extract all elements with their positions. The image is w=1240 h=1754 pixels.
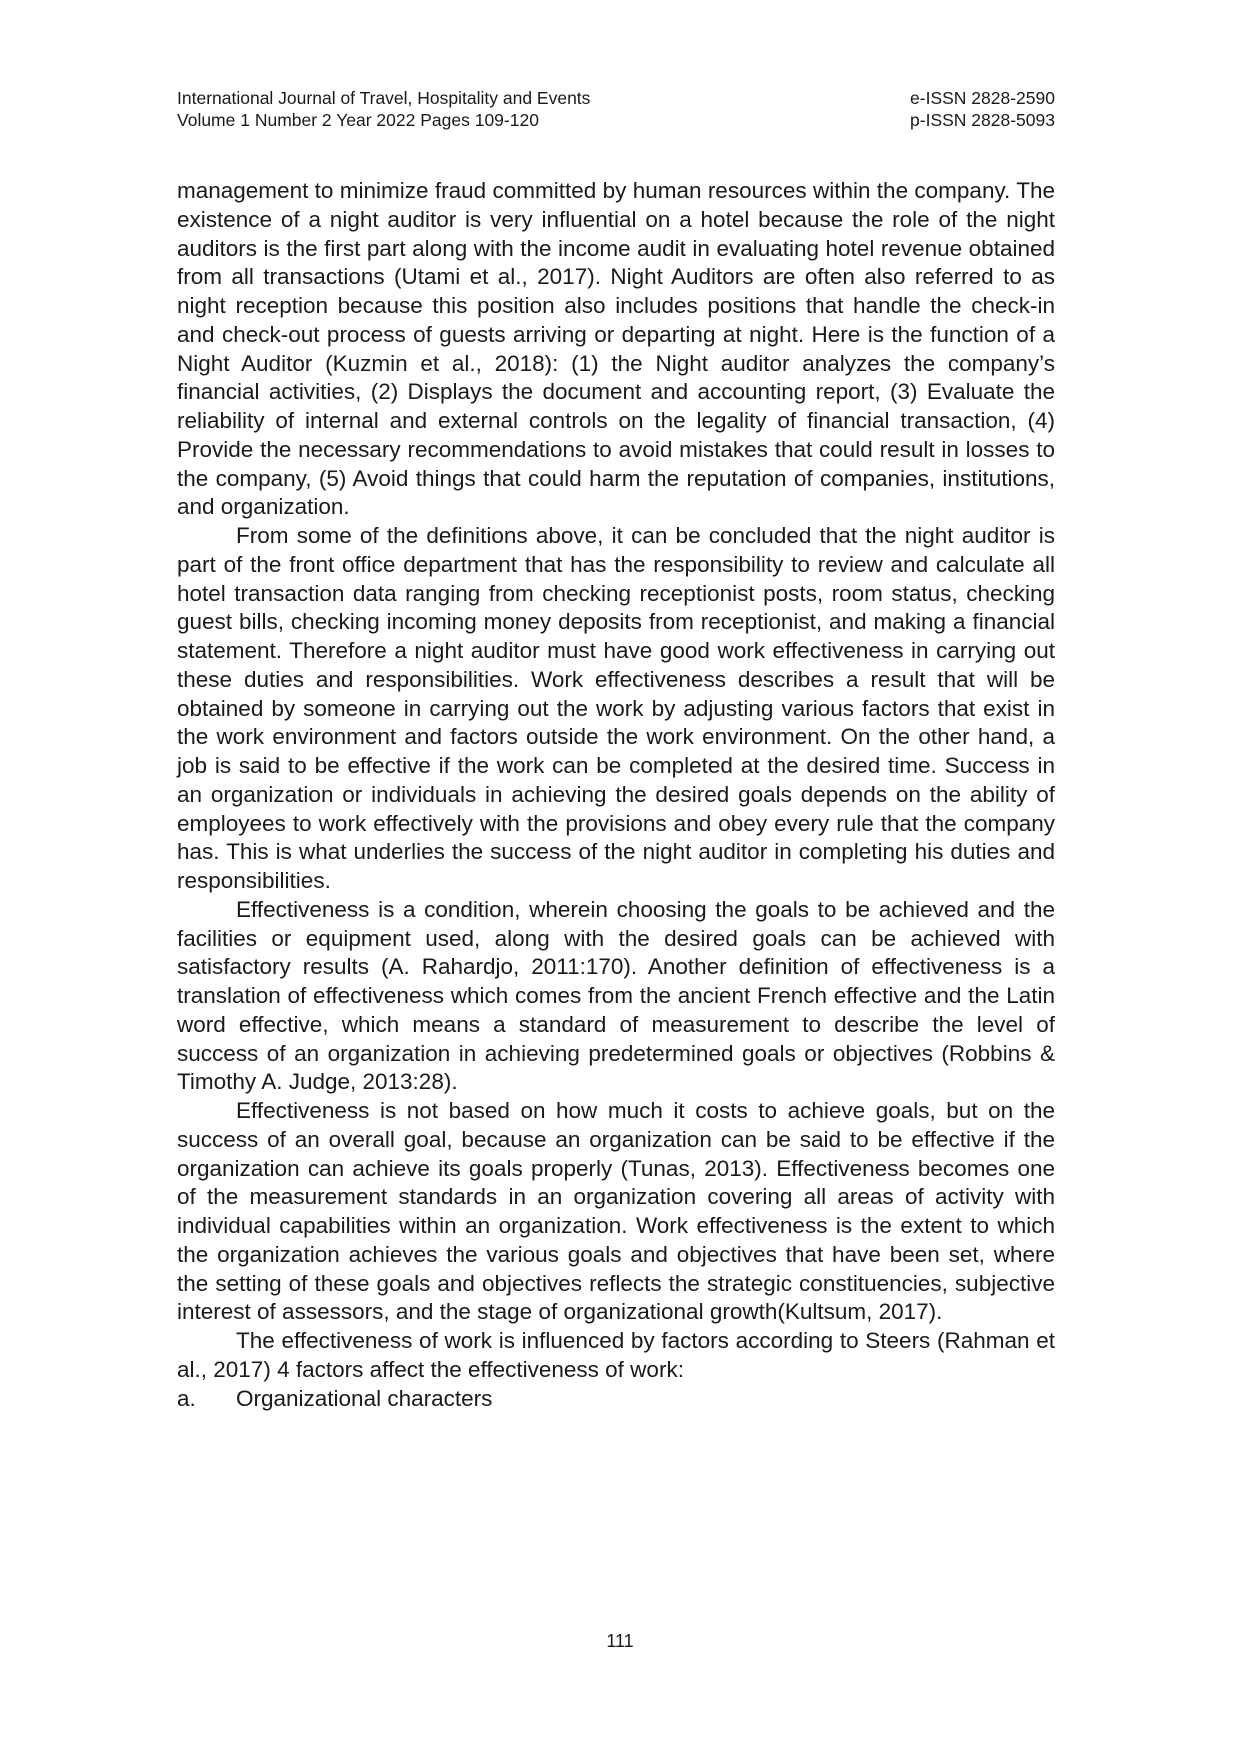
e-issn: e-ISSN 2828-2590 [910, 88, 1055, 108]
volume-info: Volume 1 Number 2 Year 2022 Pages 109-120 [177, 110, 539, 130]
page-number: 111 [606, 1631, 634, 1651]
journal-title: International Journal of Travel, Hospitality and Events [177, 88, 591, 108]
p-issn: p-ISSN 2828-5093 [910, 110, 1055, 130]
list-item-text: Organizational characters [236, 1385, 493, 1411]
running-header [177, 87, 1055, 131]
paragraph: Effectiveness is not based on how much it costs to achieve goals, but on the success of an overall goal, because an organization can be said to be effective if the organization can achieve its goals properly (Tunas, 2013). Effectiveness becomes one of the measurement standards in an organization covering all areas of activity with individual capabilities within an organization. Work effectiveness is the extent to which the organization achieves the various goals and objectives that have been set, where the setting of these goals and objectives reflects the strategic constituencies, subjective interest of assessors, and the stage of organizational growth(Kultsum, 2017). [177, 1098, 1055, 1325]
header-row-1 [177, 87, 1055, 109]
paragraph: From some of the definitions above, it can be concluded that the night auditor is part of the front office department that has the responsibility to review and calculate all hotel transaction data ranging from checking receptionist posts, room status, checking guest bills, checking incoming money deposits from receptionist, and making a financial statement. Therefore a night auditor must have good work effectiveness in carrying out these duties and responsibilities. Work effectiveness describes a result that will be obtained by someone in carrying out the work by adjusting various factors that exist in the work environment and factors outside the work environment. On the other hand, a job is said to be effective if the work can be completed at the desired time. Success in an organization or individuals in achieving the desired goals depends on the ability of employees to work effectively with the provisions and obey every rule that the company has. This is what underlies the success of the night auditor in completing his duties and responsibilities. [177, 523, 1055, 893]
list-item [177, 1385, 1055, 1414]
list-marker: a. [177, 1385, 196, 1411]
paragraph-continuation: management to minimize fraud committed by human resources within the company. The existence of a night auditor is very influential on a hotel because the role of the night auditors is the first part along with the income audit in evaluating hotel revenue obtained from all transactions (Utami et al., 2017). Night Auditors are often also referred to as night reception because this position also includes positions that handle the check-in and check-out process of guests arriving or departing at night. Here is the function of a Night Auditor (Kuzmin et al., 2018): (1) the Night auditor analyzes the company’s financial activities, (2) Displays the document and accounting report, (3) Evaluate the reliability of internal and external controls on the legality of financial transaction, (4) Provide the necessary recommendations to avoid mistakes that could result in losses to the company, (5) Avoid things that could harm the reputation of companies, institutions, and organization. [177, 178, 1055, 520]
paragraph: The effectiveness of work is influenced by factors according to Steers (Rahman et al., 2017) 4 factors affect the effectiveness of work: [177, 1328, 1055, 1382]
paragraph: Effectiveness is a condition, wherein choosing the goals to be achieved and the facilities or equipment used, along with the desired goals can be achieved with satisfactory results (A. Rahardjo, 2011:170). Another definition of effectiveness is a translation of effectiveness which comes from the ancient French effective and the Latin word effective, which means a standard of measurement to describe the level of success of an organization in achieving predetermined goals or objectives (Robbins & Timothy A. Judge, 2013:28). [177, 896, 1055, 1095]
header-row-2 [177, 109, 1055, 131]
article-body [177, 177, 1055, 1413]
